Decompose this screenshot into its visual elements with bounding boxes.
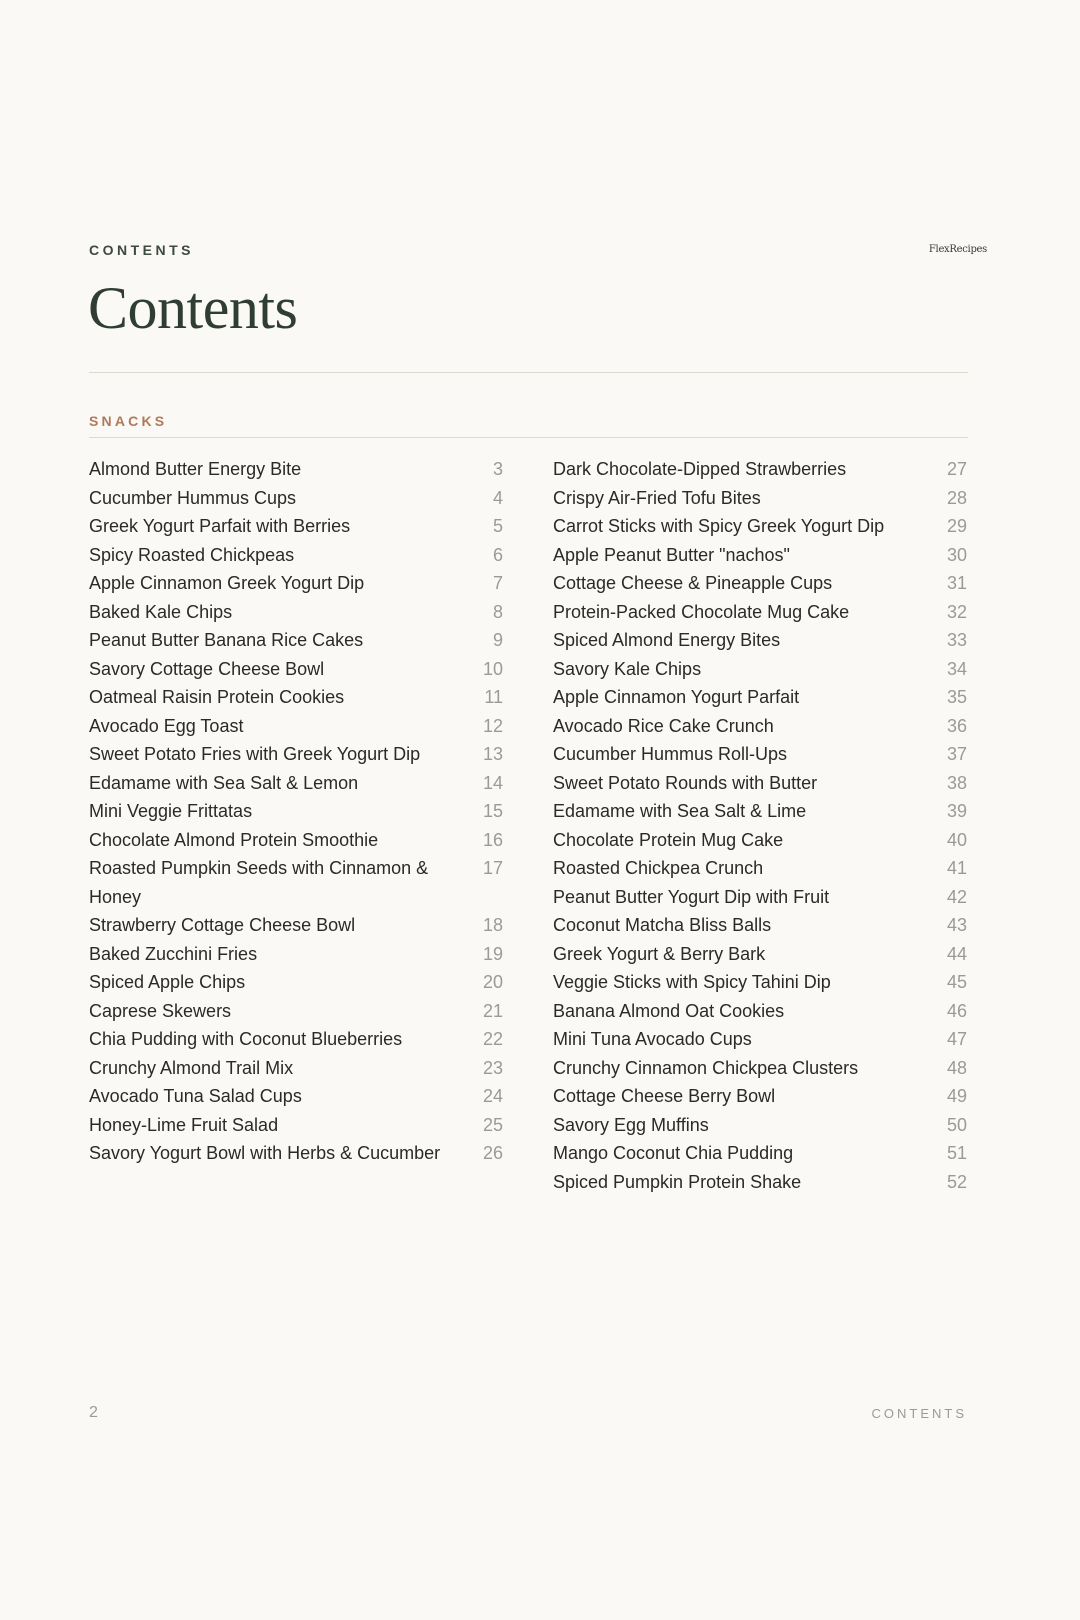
toc-entry-title: Avocado Tuna Salad Cups	[89, 1086, 302, 1106]
toc-entry-title: Protein-Packed Chocolate Mug Cake	[553, 601, 850, 622]
toc-entry-title: Chocolate Protein Mug Cake	[553, 829, 784, 850]
toc-entry[interactable]	[553, 911, 967, 940]
toc-entry-title: Cottage Cheese & Pineapple Cups	[553, 573, 833, 593]
footer-label: CONTENTS	[871, 1406, 967, 1421]
toc-entry-page-number: 33	[946, 630, 967, 650]
toc-entry-title: Edamame with Sea Salt & Lemon	[89, 772, 359, 793]
toc-entry[interactable]	[89, 1111, 503, 1140]
toc-entry[interactable]	[553, 997, 967, 1026]
toc-entry-page-number: 20	[482, 972, 503, 992]
toc-entry-page-number: 34	[946, 658, 967, 679]
toc-entry-title: Baked Kale Chips	[89, 601, 233, 622]
toc-entry-page-number: 6	[492, 544, 503, 565]
section-heading: SNACKS	[89, 413, 168, 429]
section-divider	[89, 437, 968, 438]
toc-entry-title: Cottage Cheese Berry Bowl	[553, 1086, 776, 1106]
toc-entry-page-number: 10	[482, 658, 503, 679]
toc-entry[interactable]	[89, 826, 503, 855]
toc-entry-title: Savory Kale Chips	[553, 658, 702, 679]
toc-entry-page-number: 26	[482, 1143, 503, 1163]
toc-entry-page-number: 12	[482, 715, 503, 736]
toc-entry-title: Sweet Potato Fries with Greek Yogurt Dip	[89, 744, 421, 764]
toc-entry-page-number: 23	[482, 1057, 503, 1078]
toc-entry[interactable]	[89, 769, 503, 798]
toc-entry-title: Coconut Matcha Bliss Balls	[553, 915, 772, 935]
toc-entry[interactable]	[89, 569, 503, 598]
toc-entry-title: Cucumber Hummus Roll-Ups	[553, 744, 788, 764]
toc-entry[interactable]	[553, 940, 967, 969]
toc-entry-page-number: 27	[946, 459, 967, 479]
toc-entry-title: Avocado Rice Cake Crunch	[553, 715, 774, 736]
toc-entry[interactable]	[553, 1139, 967, 1168]
toc-entry-title: Spiced Apple Chips	[89, 972, 246, 992]
toc-entry-page-number: 38	[946, 772, 967, 793]
toc-entry-title: Caprese Skewers	[89, 1000, 232, 1021]
toc-entry-title: Honey-Lime Fruit Salad	[89, 1114, 279, 1135]
footer-page-number: 2	[89, 1404, 98, 1421]
toc-entry-page-number: 24	[482, 1086, 503, 1106]
toc-entry-page-number: 43	[946, 915, 967, 935]
toc-entry[interactable]	[553, 740, 967, 769]
toc-entry-title: Avocado Egg Toast	[89, 715, 244, 736]
toc-entry[interactable]	[89, 683, 503, 712]
toc-entry-title: Peanut Butter Yogurt Dip with Fruit	[553, 886, 830, 907]
toc-entry-page-number: 3	[492, 459, 503, 479]
section-eyebrow: CONTENTS	[89, 242, 194, 258]
toc-entry-page-number: 9	[492, 630, 503, 650]
toc-entry-page-number: 4	[492, 487, 503, 508]
toc-entry[interactable]	[89, 455, 503, 484]
toc-entry-page-number: 18	[482, 915, 503, 935]
toc-entry[interactable]	[89, 797, 503, 826]
toc-entry-page-number: 51	[946, 1143, 967, 1163]
toc-entry[interactable]	[553, 1168, 967, 1197]
toc-entry[interactable]	[89, 541, 503, 570]
toc-entry-page-number: 31	[946, 573, 967, 593]
toc-entry-title: Savory Egg Muffins	[553, 1114, 709, 1135]
toc-entry[interactable]	[553, 1082, 967, 1111]
toc-entry[interactable]	[553, 655, 967, 684]
toc-entry-title: Greek Yogurt & Berry Bark	[553, 943, 766, 964]
toc-entry[interactable]	[553, 854, 967, 883]
toc-entry-title: Mango Coconut Chia Pudding	[553, 1143, 794, 1163]
toc-column-right	[553, 455, 967, 1196]
toc-entry-title: Crunchy Almond Trail Mix	[89, 1057, 294, 1078]
toc-entry-page-number: 42	[946, 886, 967, 907]
toc-entry-page-number: 11	[484, 687, 503, 707]
toc-entry-title: Chia Pudding with Coconut Blueberries	[89, 1029, 403, 1049]
toc-entry-page-number: 13	[482, 744, 503, 764]
toc-entry[interactable]	[553, 712, 967, 741]
toc-entry-page-number: 47	[946, 1029, 967, 1049]
toc-entry-title: Greek Yogurt Parfait with Berries	[89, 516, 351, 536]
toc-entry-title: Carrot Sticks with Spicy Greek Yogurt Dip	[553, 516, 885, 536]
toc-entry-page-number: 28	[946, 487, 967, 508]
toc-entry[interactable]	[553, 541, 967, 570]
toc-entry-title: Savory Yogurt Bowl with Herbs & Cucumber	[89, 1143, 441, 1163]
toc-entry[interactable]	[89, 512, 503, 541]
brand-logo: FlexRecipes	[928, 244, 987, 255]
toc-entry[interactable]	[553, 883, 967, 912]
toc-entry-title: Edamame with Sea Salt & Lime	[553, 801, 807, 821]
toc-entry[interactable]	[89, 626, 503, 655]
toc-entry[interactable]	[89, 854, 503, 911]
toc-entry-title: Baked Zucchini Fries	[89, 943, 258, 964]
toc-entry[interactable]	[89, 598, 503, 627]
toc-entry[interactable]	[553, 569, 967, 598]
toc-entry[interactable]	[553, 626, 967, 655]
toc-entry[interactable]	[553, 769, 967, 798]
toc-entry[interactable]	[89, 655, 503, 684]
toc-entry-page-number: 16	[482, 829, 503, 850]
toc-entry[interactable]	[89, 712, 503, 741]
toc-entry[interactable]	[89, 484, 503, 513]
toc-entry-page-number: 49	[946, 1086, 967, 1106]
toc-entry[interactable]	[89, 1082, 503, 1111]
toc-entry[interactable]	[89, 968, 503, 997]
toc-column-left	[89, 455, 503, 1168]
toc-entry-page-number: 5	[492, 516, 503, 536]
toc-entry[interactable]	[553, 512, 967, 541]
header-divider	[89, 372, 968, 373]
toc-entry-title: Dark Chocolate-Dipped Strawberries	[553, 459, 847, 479]
toc-entry[interactable]	[553, 797, 967, 826]
toc-entry[interactable]	[553, 1054, 967, 1083]
toc-entry-page-number: 40	[946, 829, 967, 850]
toc-entry-page-number: 50	[946, 1114, 967, 1135]
toc-entry-title: Sweet Potato Rounds with Butter	[553, 772, 818, 793]
toc-entry-page-number: 41	[946, 858, 967, 878]
toc-entry-page-number: 14	[482, 772, 503, 793]
toc-entry-page-number: 39	[946, 801, 967, 821]
toc-entry-title: Banana Almond Oat Cookies	[553, 1000, 785, 1021]
toc-entry-page-number: 48	[946, 1057, 967, 1078]
toc-entry[interactable]	[89, 911, 503, 940]
toc-entry-page-number: 15	[482, 801, 503, 821]
toc-entry-page-number: 25	[482, 1114, 503, 1135]
toc-entry-page-number: 7	[492, 573, 503, 593]
toc-entry[interactable]	[89, 740, 503, 769]
toc-entry-page-number: 52	[946, 1171, 967, 1192]
toc-entry-page-number: 35	[946, 687, 967, 707]
toc-entry-title: Almond Butter Energy Bite	[89, 459, 302, 479]
toc-entry-page-number: 21	[482, 1000, 503, 1021]
toc-entry-title: Peanut Butter Banana Rice Cakes	[89, 630, 364, 650]
toc-entry-title: Mini Veggie Frittatas	[89, 801, 253, 821]
page-title: Contents	[88, 275, 298, 341]
toc-entry[interactable]	[553, 455, 967, 484]
toc-entry[interactable]	[553, 1025, 967, 1054]
toc-entry-title: Spiced Almond Energy Bites	[553, 630, 781, 650]
toc-entry[interactable]	[89, 1025, 503, 1054]
toc-entry-title: Savory Cottage Cheese Bowl	[89, 658, 325, 679]
toc-entry-page-number: 22	[482, 1029, 503, 1049]
toc-entry-page-number: 44	[946, 943, 967, 964]
toc-entry[interactable]	[89, 997, 503, 1026]
toc-entry[interactable]	[89, 940, 503, 969]
toc-entry-title: Crispy Air-Fried Tofu Bites	[553, 487, 761, 508]
toc-entry-title: Apple Cinnamon Yogurt Parfait	[553, 687, 800, 707]
toc-entry-page-number: 36	[946, 715, 967, 736]
toc-entry-title: Mini Tuna Avocado Cups	[553, 1029, 752, 1049]
toc-entry-title: Cucumber Hummus Cups	[89, 487, 297, 508]
toc-entry-title: Spicy Roasted Chickpeas	[89, 544, 295, 565]
toc-entry[interactable]	[89, 1139, 503, 1168]
toc-entry[interactable]	[553, 683, 967, 712]
toc-entry-page-number: 37	[946, 744, 967, 764]
toc-entry-title: Roasted Pumpkin Seeds with Cinnamon & Honey	[89, 858, 429, 907]
toc-entry-title: Spiced Pumpkin Protein Shake	[553, 1171, 802, 1192]
toc-entry[interactable]	[553, 968, 967, 997]
toc-entry-title: Strawberry Cottage Cheese Bowl	[89, 915, 356, 935]
toc-entry-page-number: 19	[482, 943, 503, 964]
toc-entry-title: Apple Cinnamon Greek Yogurt Dip	[89, 573, 365, 593]
toc-entry-title: Roasted Chickpea Crunch	[553, 858, 764, 878]
toc-entry-page-number: 29	[946, 516, 967, 536]
toc-entry[interactable]	[553, 598, 967, 627]
toc-entry[interactable]	[553, 826, 967, 855]
toc-entry-title: Veggie Sticks with Spicy Tahini Dip	[553, 972, 831, 992]
toc-entry-page-number: 17	[482, 858, 503, 878]
toc-entry-page-number: 8	[492, 601, 503, 622]
toc-entry-title: Chocolate Almond Protein Smoothie	[89, 829, 379, 850]
toc-entry[interactable]	[553, 1111, 967, 1140]
toc-entry-title: Oatmeal Raisin Protein Cookies	[89, 687, 345, 707]
toc-entry-page-number: 32	[946, 601, 967, 622]
toc-entry-page-number: 45	[946, 972, 967, 992]
toc-entry[interactable]	[89, 1054, 503, 1083]
toc-entry-page-number: 46	[946, 1000, 967, 1021]
toc-entry-title: Crunchy Cinnamon Chickpea Clusters	[553, 1057, 859, 1078]
toc-entry[interactable]	[553, 484, 967, 513]
toc-entry-page-number: 30	[946, 544, 967, 565]
toc-entry-title: Apple Peanut Butter "nachos"	[553, 544, 790, 565]
